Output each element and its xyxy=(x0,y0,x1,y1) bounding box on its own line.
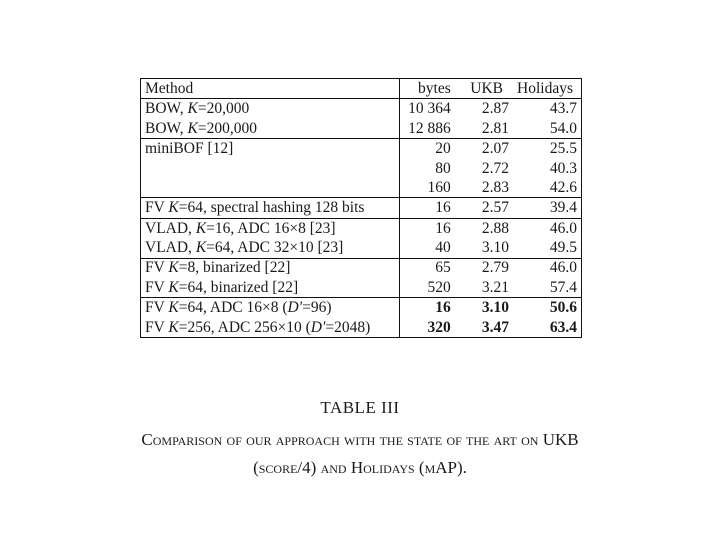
cell-bytes: 20 xyxy=(400,139,455,159)
cell-ukb: 2.72 xyxy=(481,159,510,177)
cell-holidays: 43.7 xyxy=(513,99,581,119)
cell-holidays: 63.4 xyxy=(549,318,577,336)
cell-bytes: 12 886 xyxy=(408,119,451,137)
cell-ukb: 3.10 xyxy=(455,298,513,318)
header-bytes: bytes xyxy=(400,79,455,99)
cell-bytes: 320 xyxy=(427,318,451,336)
cell-method: FV K=64, spectral hashing 128 bits xyxy=(141,198,400,218)
cell-method: BOW, K=20,000 xyxy=(141,99,400,119)
header-holidays: Holidays xyxy=(513,79,581,99)
cell-method: BOW, K=200,000 xyxy=(141,119,400,139)
cell-method: miniBOF [12] xyxy=(141,139,400,159)
table-row xyxy=(141,258,581,278)
table-row xyxy=(141,139,581,159)
table-header-row xyxy=(141,79,581,99)
cell-holidays: 25.5 xyxy=(513,139,581,159)
cell-bytes: 16 xyxy=(400,198,455,218)
cell-ukb: 2.57 xyxy=(455,198,513,218)
table-caption-line2: (score/4) and Holidays (mAP). xyxy=(253,458,467,477)
table-row xyxy=(141,278,581,298)
table-row xyxy=(141,298,581,318)
cell-ukb: 2.07 xyxy=(455,139,513,159)
header-ukb: UKB xyxy=(455,79,513,99)
table-row xyxy=(141,238,581,258)
cell-method: FV K=64, ADC 16×8 (D′=96) xyxy=(141,298,400,318)
cell-bytes: 65 xyxy=(400,258,455,278)
header-method: Method xyxy=(141,79,400,99)
table-row xyxy=(141,218,581,238)
cell-ukb: 2.87 xyxy=(455,99,513,119)
table-caption-line1: Comparison of our approach with the state of the art on UKB xyxy=(141,430,579,449)
cell-ukb: 3.47 xyxy=(481,318,510,336)
table-row xyxy=(141,159,581,178)
cell-holidays: 50.6 xyxy=(513,298,581,318)
results-table-frame xyxy=(140,78,582,338)
cell-ukb: 2.88 xyxy=(455,218,513,238)
cell-method: FV K=64, binarized [22] xyxy=(141,278,400,298)
cell-bytes: 10 364 xyxy=(400,99,455,119)
cell-holidays: 49.5 xyxy=(549,239,577,257)
cell-holidays: 46.0 xyxy=(513,218,581,238)
cell-ukb: 2.79 xyxy=(455,258,513,278)
table-row xyxy=(141,178,581,198)
cell-bytes: 80 xyxy=(435,159,451,177)
table-row xyxy=(141,119,581,139)
cell-holidays: 39.4 xyxy=(513,198,581,218)
cell-method: VLAD, K=64, ADC 32×10 [23] xyxy=(141,238,400,258)
cell-bytes: 40 xyxy=(435,239,451,257)
cell-ukb: 3.10 xyxy=(481,239,510,257)
table-caption-label: TABLE III xyxy=(320,398,400,417)
cell-bytes: 16 xyxy=(400,218,455,238)
cell-ukb: 2.81 xyxy=(481,119,510,137)
cell-method: VLAD, K=16, ADC 16×8 [23] xyxy=(141,218,400,238)
table-body xyxy=(141,99,581,337)
cell-bytes: 520 xyxy=(427,278,451,296)
cell-bytes: 160 xyxy=(427,178,451,196)
cell-holidays: 42.6 xyxy=(549,178,577,196)
cell-method xyxy=(141,178,400,198)
cell-holidays: 54.0 xyxy=(549,119,577,137)
table-row xyxy=(141,198,581,218)
table-row xyxy=(141,318,581,337)
cell-holidays: 46.0 xyxy=(513,258,581,278)
cell-holidays: 40.3 xyxy=(549,159,577,177)
table-row xyxy=(141,99,581,119)
results-table xyxy=(141,79,581,337)
cell-method: FV K=8, binarized [22] xyxy=(141,258,400,278)
cell-ukb: 2.83 xyxy=(481,178,510,196)
cell-ukb: 3.21 xyxy=(481,278,510,296)
cell-method: FV K=256, ADC 256×10 (D′=2048) xyxy=(141,318,400,337)
cell-method xyxy=(141,159,400,178)
cell-bytes: 16 xyxy=(400,298,455,318)
cell-holidays: 57.4 xyxy=(549,278,577,296)
